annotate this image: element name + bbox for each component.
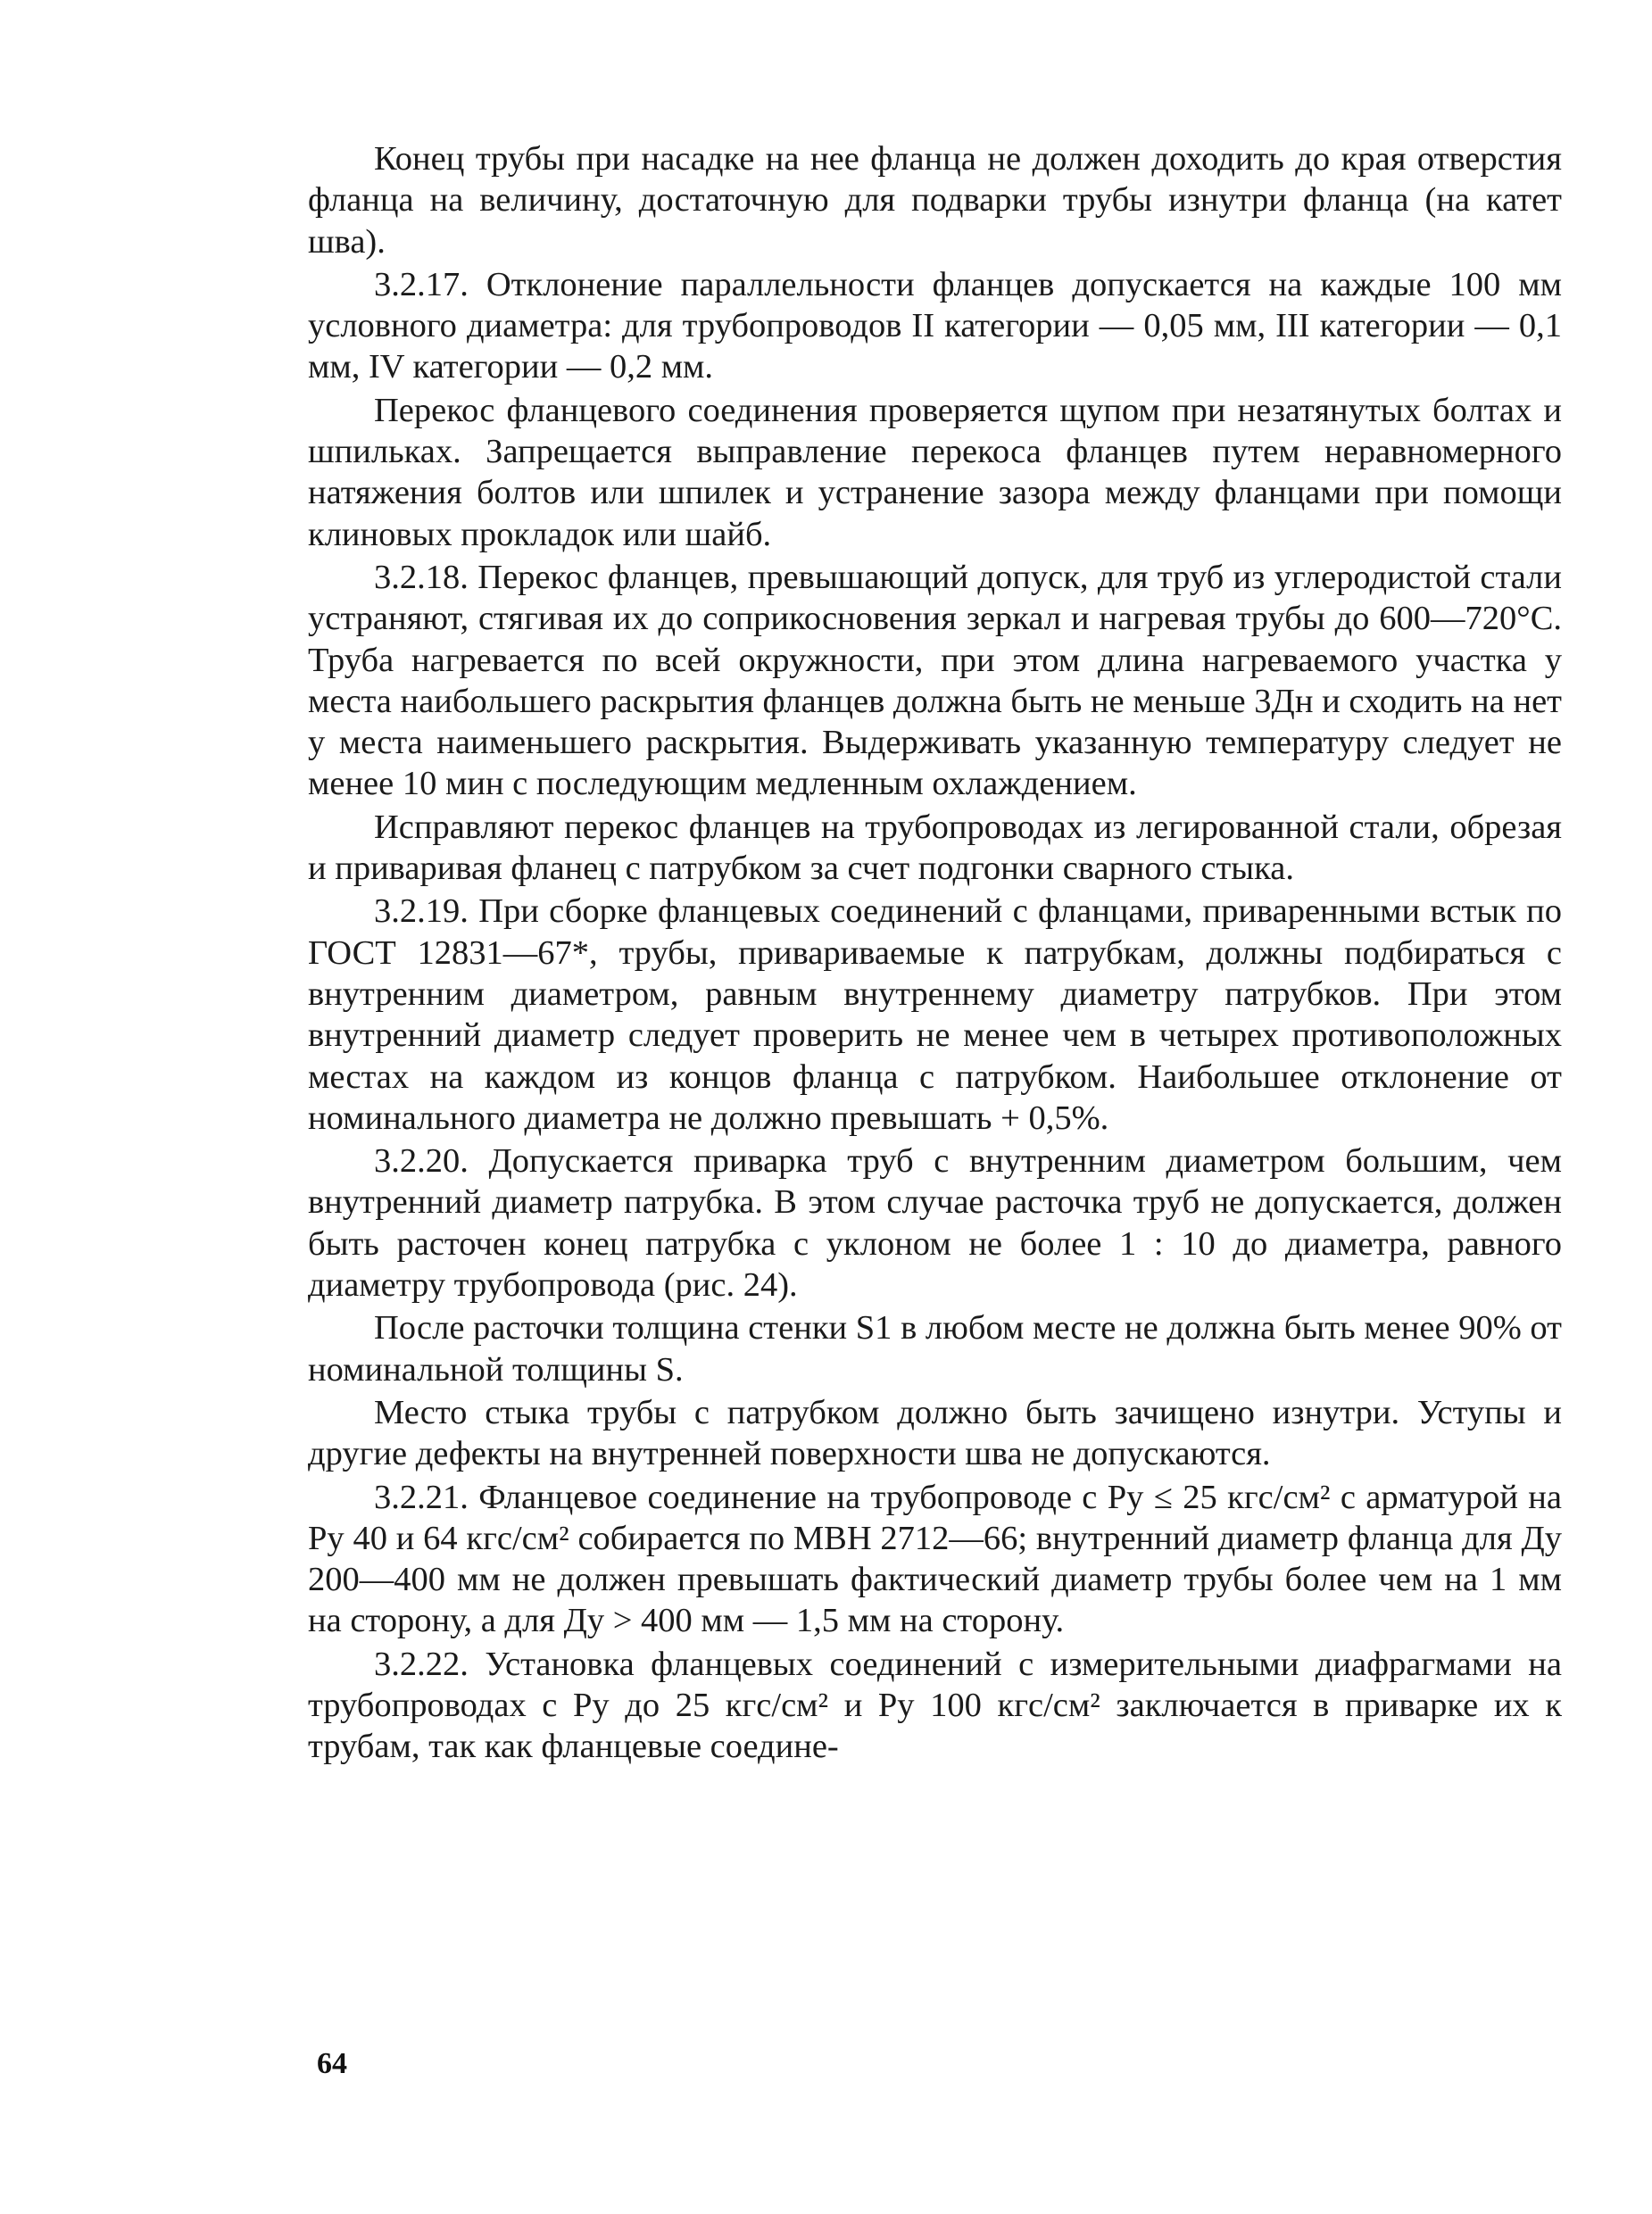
paragraph-3-2-19: 3.2.19. При сборке фланцевых соединений с фланцами, приваренными встык по ГОСТ 12831—67*, трубы, привариваемые к патрубкам, должны подбираться с внутренним диаметром, равным внутреннему диаметру патрубков. При этом внутренний диаметр следует проверить не менее чем в четырех противоположных местах на каждом из концов фланца с патрубком. Наибольшее отклонение от номинального диаметра не должно превышать + 0,5%. bbox=[308, 892, 1562, 1137]
paragraph: Место стыка трубы с патрубком должно быть зачищено изнутри. Уступы и другие дефекты на внутренней поверхности шва не допускаются. bbox=[308, 1393, 1562, 1473]
paragraph: Исправляют перекос фланцев на трубопроводах из легированной стали, обрезая и приваривая фланец с патрубком за счет подгонки сварного стыка. bbox=[308, 808, 1562, 888]
paragraph: Конец трубы при насадке на нее фланца не должен доходить до края отверстия фланца на величину, достаточную для подварки трубы изнутри фланца (на катет шва). bbox=[308, 140, 1562, 261]
page-number: 64 bbox=[317, 2047, 347, 2080]
body-text bbox=[308, 138, 1562, 1770]
paragraph: Перекос фланцевого соединения проверяется щупом при незатянутых болтах и шпильках. Запрещается выправление перекоса фланцев путем неравномерного натяжения болтов или шпилек и устранение зазора между фланцами при помощи клиновых прокладок или шайб. bbox=[308, 391, 1562, 553]
paragraph-3-2-17: 3.2.17. Отклонение параллельности фланцев допускается на каждые 100 мм условного диаметра: для трубопроводов II категории — 0,05 мм, III категории — 0,1 мм, IV категории — 0,2 мм. bbox=[308, 265, 1562, 386]
paragraph: После расточки толщина стенки S1 в любом месте не должна быть менее 90% от номинальной толщины S. bbox=[308, 1309, 1562, 1389]
paragraph-3-2-22: 3.2.22. Установка фланцевых соединений с измерительными диафрагмами на трубопроводах с Ру до 25 кгс/см² и Ру 100 кгс/см² заключается в приварке их к трубам, так как фланцевые соедине- bbox=[308, 1645, 1562, 1766]
paragraph-3-2-21: 3.2.21. Фланцевое соединение на трубопроводе с Ру ≤ 25 кгс/см² с арматурой на Ру 40 и 64 кгс/см² собирается по МВН 2712—66; внутренний диаметр фланца для Ду 200—400 мм не должен превышать фактический диаметр трубы более чем на 1 мм на сторону, а для Ду > 400 мм — 1,5 мм на сторону. bbox=[308, 1478, 1562, 1640]
paragraph-3-2-18: 3.2.18. Перекос фланцев, превышающий допуск, для труб из углеродистой стали устраняют, стягивая их до соприкосновения зеркал и нагревая трубы до 600—720°C. Труба нагревается по всей окружности, при этом длина нагреваемого участка у места наибольшего раскрытия фланцев должна быть не меньше 3Дн и сходить на нет у места наименьшего раскрытия. Выдерживать указанную температуру следует не менее 10 мин с последующим медленным охлаждением. bbox=[308, 558, 1562, 803]
paragraph-3-2-20: 3.2.20. Допускается приварка труб с внутренним диаметром большим, чем внутренний диаметр патрубка. В этом случае расточка труб не допускается, должен быть расточен конец патрубка с уклоном не более 1 : 10 до диаметра, равного диаметру трубопровода (рис. 24). bbox=[308, 1142, 1562, 1305]
